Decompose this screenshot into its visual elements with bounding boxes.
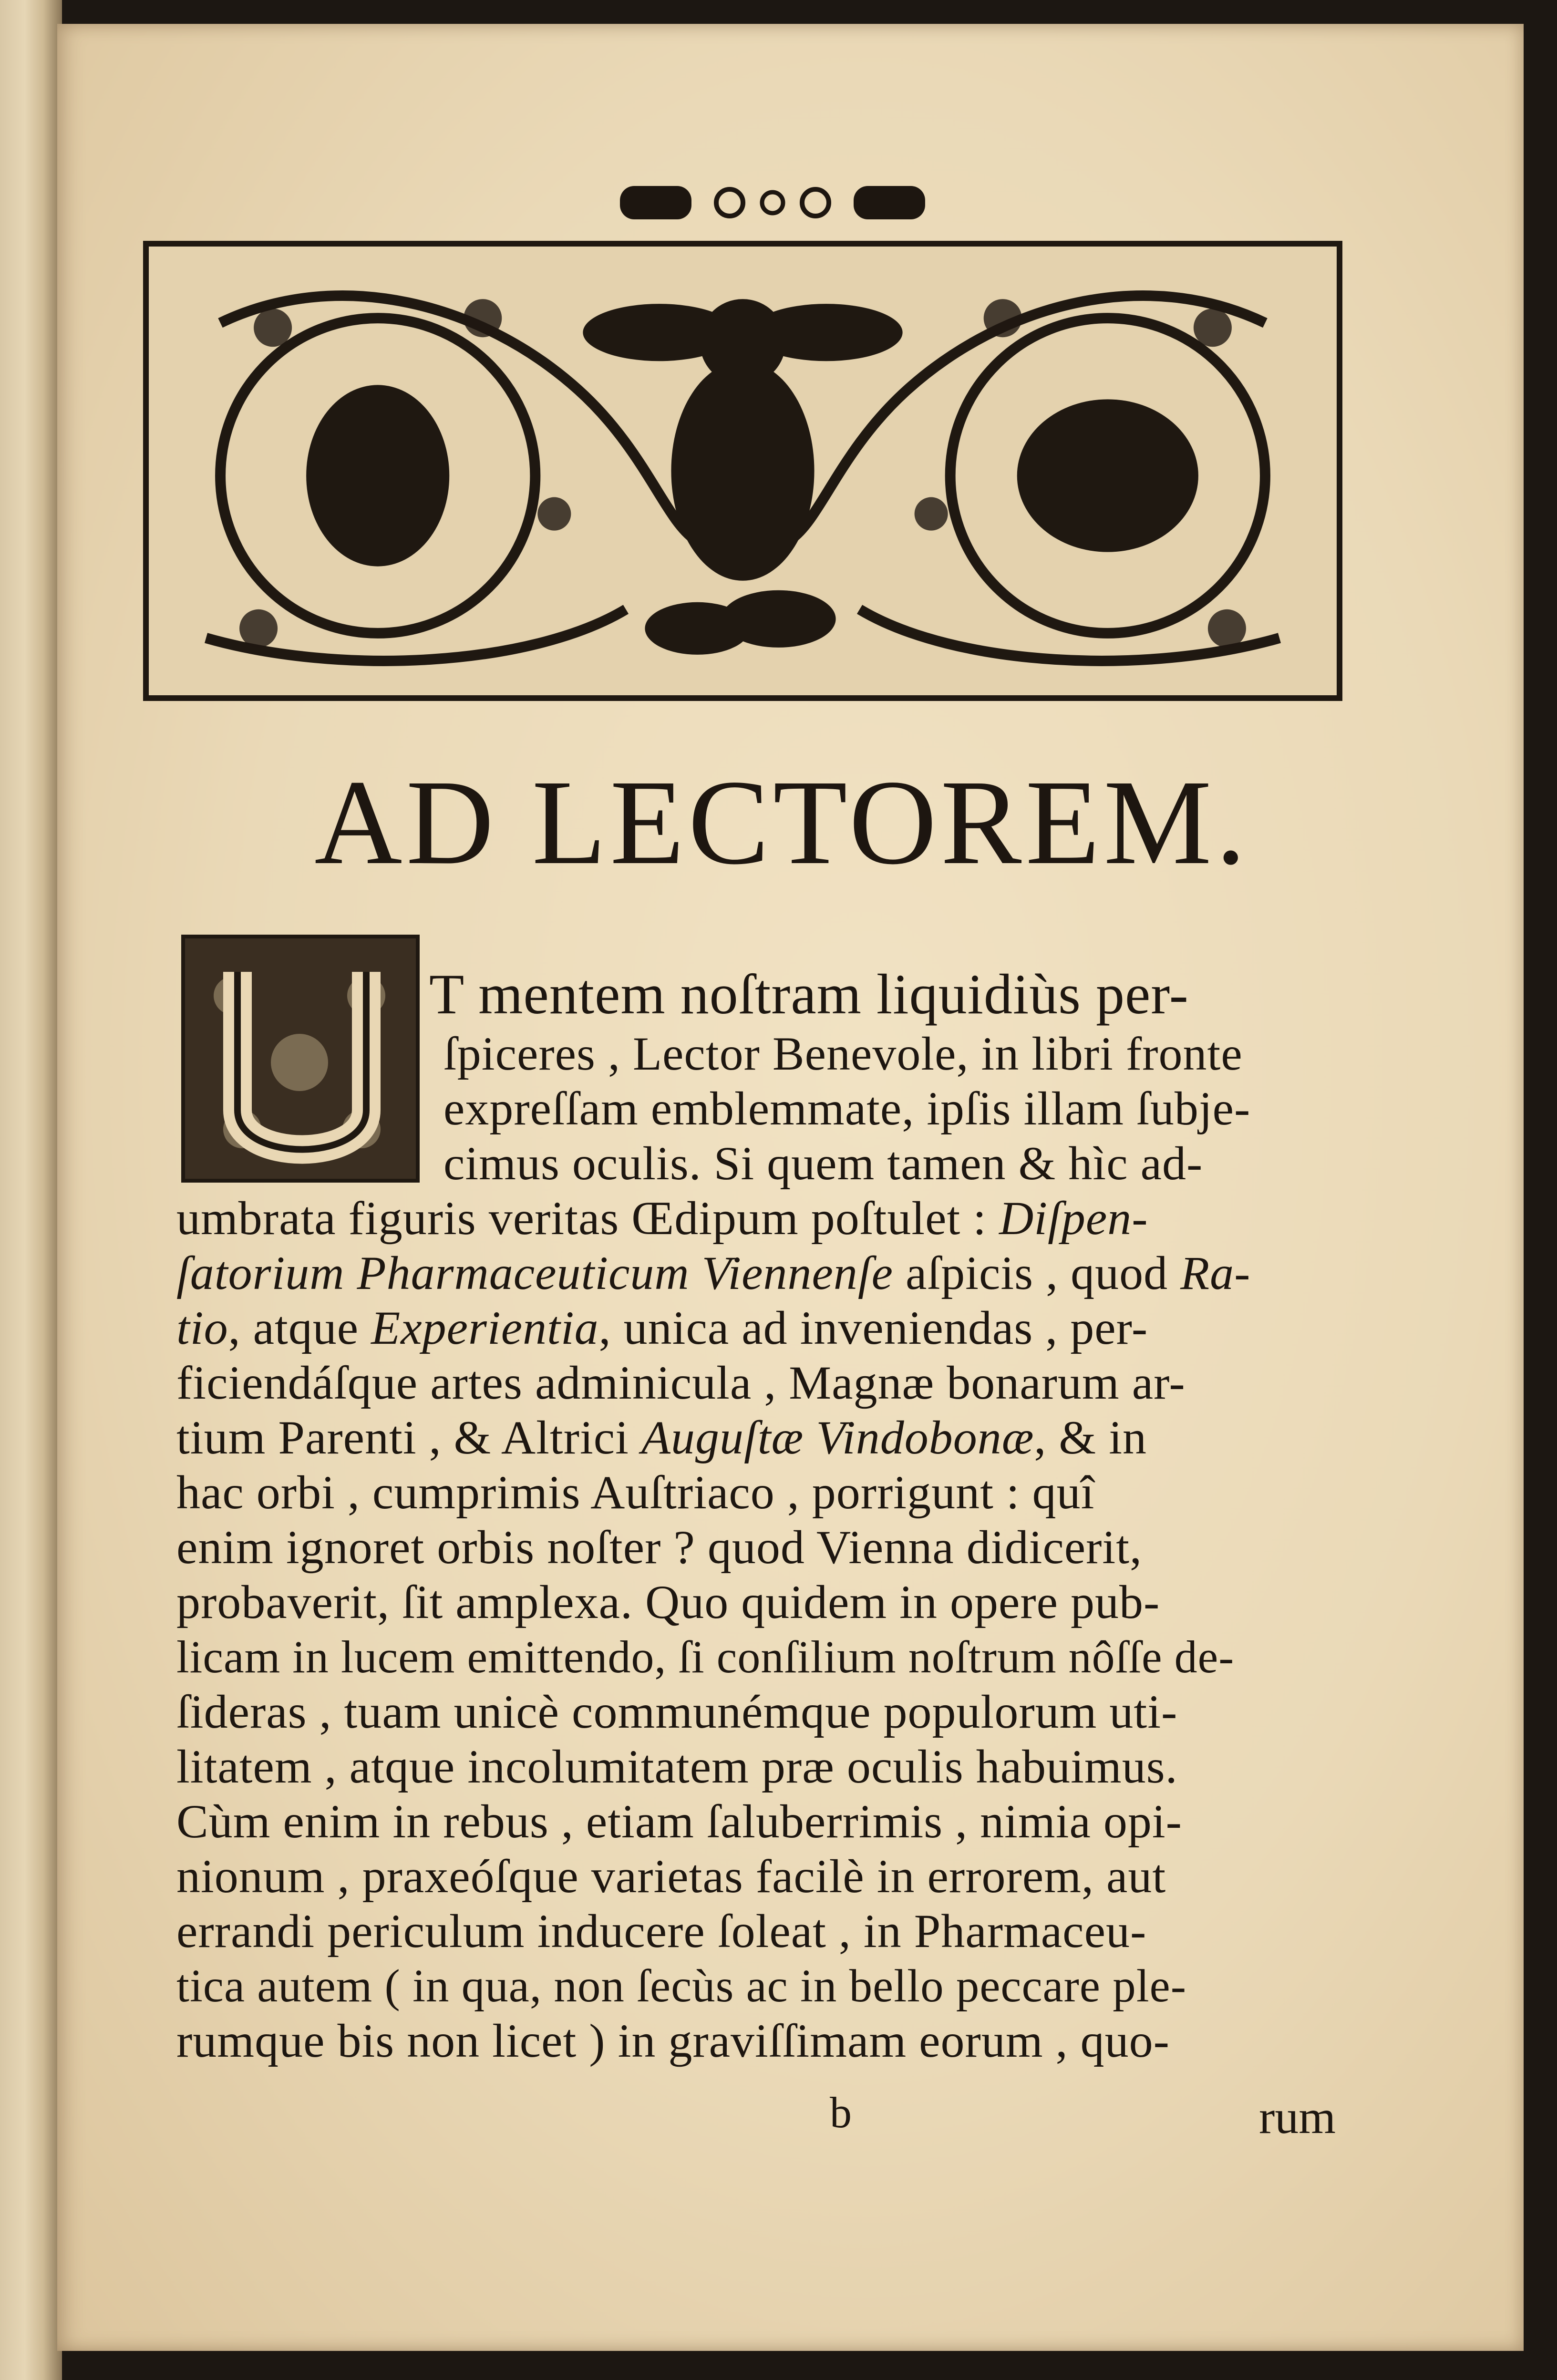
text-line-3: expreſſam emblemmate, ipſis illam ſubje- xyxy=(443,1082,1251,1135)
decorated-initial-letter xyxy=(181,935,420,1183)
text-line-7 xyxy=(176,1302,1148,1354)
text-segment: , & in xyxy=(1034,1411,1147,1464)
text-segment-italic: ſatorium Pharmaceuticum Viennenſe xyxy=(176,1247,894,1299)
text-line-19: tica autem ( in qua, non ſecùs ac in bello peccare ple- xyxy=(176,1960,1187,2011)
page-heading: AD LECTOREM. xyxy=(314,755,1250,890)
text-segment-italic: Ra- xyxy=(1180,1247,1251,1299)
text-segment-italic: Auguſtæ Vindobonæ xyxy=(641,1411,1034,1464)
text-line-13: licam in lucem emittendo, ſi conſilium noſtrum nôſſe de- xyxy=(176,1631,1235,1682)
text-line-6 xyxy=(176,1247,1250,1299)
woodcut-headpiece xyxy=(143,241,1342,701)
printer-ornament xyxy=(620,176,925,229)
text-line-9 xyxy=(176,1412,1147,1464)
signature-mark: b xyxy=(830,2088,852,2137)
text-line-17: nionum , praxeóſque varietas facilè in errorem, aut xyxy=(176,1850,1166,1903)
text-segment: , atque xyxy=(228,1301,371,1354)
text-line-8: ficiendáſque artes adminicula , Magnæ bonarum ar- xyxy=(176,1356,1186,1409)
text-line-2: ſpiceres , Lector Benevole, in libri fronte xyxy=(443,1027,1243,1080)
text-line-14: ſideras , tuam unicè communémque populorum uti- xyxy=(176,1685,1178,1738)
text-line-18: errandi periculum inducere ſoleat , in Pharmaceu- xyxy=(176,1905,1147,1958)
text-line-12: probaverit, ſit amplexa. Quo quidem in opere pub- xyxy=(176,1576,1160,1628)
book-binding-edge xyxy=(0,0,62,2380)
text-segment-italic: Diſpen- xyxy=(999,1192,1148,1245)
text-line-5 xyxy=(176,1192,1148,1245)
text-segment: aſpicis , quod xyxy=(893,1247,1181,1299)
text-segment: umbrata figuris veritas Œdipum poſtulet : xyxy=(176,1192,1000,1245)
text-line-10: hac orbi , cumprimis Auſtriaco , porrigunt : quî xyxy=(176,1466,1095,1519)
text-line-4: cimus oculis. Si quem tamen & hìc ad- xyxy=(443,1137,1203,1190)
text-segment: tium Parenti , & Altrici xyxy=(176,1411,641,1464)
text-line-1: T mentem noſtram liquidiùs per- xyxy=(429,962,1189,1026)
text-line-15: litatem , atque incolumitatem præ oculis habuimus. xyxy=(176,1740,1178,1793)
catchword: rum xyxy=(1259,2091,1336,2143)
text-line-11: enim ignoret orbis noſter ? quod Vienna didicerit, xyxy=(176,1521,1142,1574)
text-segment: , unica ad inveniendas , per- xyxy=(598,1301,1148,1354)
text-segment-italic: tio xyxy=(176,1301,228,1354)
text-segment-italic: Experientia xyxy=(371,1301,599,1354)
text-line-16: Cùm enim in rebus , etiam ſaluberrimis , nimia opi- xyxy=(176,1795,1182,1848)
text-line-20: rumque bis non licet ) in graviſſimam eorum , quo- xyxy=(176,2014,1170,2067)
